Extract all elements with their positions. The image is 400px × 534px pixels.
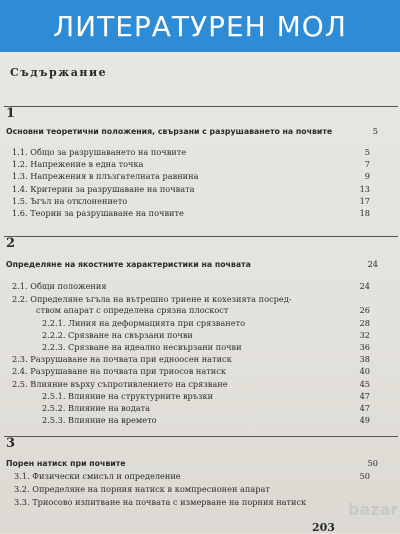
chapter-number: 3 — [6, 436, 16, 451]
chapter-heading-page: 24 — [367, 259, 378, 269]
toc-entry — [0, 184, 400, 195]
toc-entry-title: ством апарат с определена срязна плоскост — [36, 305, 229, 315]
page-number: 203 — [312, 521, 335, 534]
watermark — [348, 500, 398, 533]
toc-entry — [0, 403, 400, 414]
toc-entry — [0, 330, 400, 341]
chapter-number: 1 — [6, 106, 16, 121]
watermark-text: bazar — [348, 500, 399, 519]
toc-entry-page: 5 — [364, 147, 370, 157]
store-banner — [0, 0, 400, 52]
toc-entry — [0, 415, 400, 426]
toc-entry-page: 50 — [359, 471, 370, 481]
toc-entry-page: 26 — [359, 305, 370, 315]
toc-entry-title: 3.2. Определяне на порния натиск в компресионен апарат — [14, 484, 270, 494]
toc-entry — [0, 497, 400, 508]
chapter-divider — [4, 236, 398, 237]
toc-entry-page: 45 — [359, 379, 370, 389]
toc-entry — [0, 171, 400, 182]
toc-entry-page: 32 — [359, 330, 370, 340]
toc-title: Съдържание — [10, 66, 108, 79]
toc-entry-page: 47 — [359, 391, 370, 401]
toc-entry-page: 13 — [359, 184, 370, 194]
chapter-heading-title: Основни теоретични положения, свързани с разрушаването на почвите — [6, 127, 333, 136]
toc-entry-title: 1.6. Теории за разрушаване на почвите — [12, 208, 184, 218]
toc-entry — [0, 471, 400, 482]
toc-entry-page: 17 — [359, 196, 370, 206]
chapter-divider — [4, 106, 398, 107]
toc-entry-title: 1.1. Общо за разрушаването на почвите — [12, 147, 187, 157]
toc-entry-title: 2.5.2. Влияние на водата — [42, 403, 151, 413]
toc-entry-title: 2.5.1. Влияние на структурните връзки — [42, 391, 214, 401]
toc-entry — [0, 294, 400, 305]
chapter-heading — [0, 458, 400, 469]
toc-entry-title: 1.3. Напрежения в плъзгателната равнина — [12, 171, 199, 181]
toc-entry — [0, 484, 400, 495]
toc-entry-title: 1.4. Критерии за разрушаване на почвата — [12, 184, 195, 194]
toc-entry-title: 2.5. Влияние върху съпротивлението на срязване — [12, 379, 228, 389]
toc-entry-title: 2.2.2. Срязване на свързани почви — [42, 330, 193, 340]
toc-entry-title: 3.3. Триосово изпитване на почвата с измерване на порния натиск — [14, 497, 307, 507]
toc-entry-page: 24 — [359, 281, 370, 291]
toc-entry-page: 38 — [359, 354, 370, 364]
toc-entry — [0, 208, 400, 219]
store-name: ЛИТЕРАТУРЕН МОЛ — [53, 9, 347, 43]
toc-entry — [0, 391, 400, 402]
toc-entry — [0, 159, 400, 170]
toc-entry-page: 36 — [359, 342, 370, 352]
chapter-number: 2 — [6, 236, 16, 251]
toc-entry — [0, 366, 400, 377]
toc-entry-page: 7 — [364, 159, 370, 169]
toc-entry-title: 1.5. Ъгъл на отклонението — [12, 196, 128, 206]
chapter-heading-title: Определяне на якостните характеристики на почвата — [6, 260, 251, 269]
toc-entry — [0, 281, 400, 292]
chapter-heading-page: 5 — [372, 126, 378, 136]
toc-entry-title: 2.5.3. Влияние на времето — [42, 415, 157, 425]
toc-entry-page: 49 — [359, 415, 370, 425]
toc-entry-page: 9 — [364, 171, 370, 181]
toc-entry — [0, 305, 400, 316]
chapter-heading — [0, 259, 400, 270]
toc-entry — [0, 379, 400, 390]
toc-entry — [0, 196, 400, 207]
toc-entry — [0, 318, 400, 329]
toc-entry — [0, 147, 400, 158]
toc-entry-page: 47 — [359, 403, 370, 413]
chapter-divider — [4, 436, 398, 437]
toc-entry — [0, 342, 400, 353]
toc-entry-title: 2.4. Разрушаване на почвата при триосов натиск — [12, 366, 226, 376]
toc-entry-title: 2.2.1. Линия на деформацията при срязването — [42, 318, 246, 328]
toc-entry-title: 1.2. Напрежение в една точка — [12, 159, 144, 169]
toc-entry-title: 2.2. Определяне ъгъла на вътрешно триене и кохезията посред- — [12, 294, 292, 304]
toc-entry — [0, 354, 400, 365]
toc-entry-page: 18 — [359, 208, 370, 218]
toc-entry-title: 2.3. Разрушаване на почвата при едноосен натиск — [12, 354, 232, 364]
toc-entry-page: 40 — [359, 366, 370, 376]
chapter-heading-title: Порен натиск при почвите — [6, 459, 126, 468]
chapter-heading — [0, 126, 400, 137]
toc-entry-title: 3.1. Физически смисъл и определение — [14, 471, 181, 481]
toc-entry-title: 2.1. Общи положения — [12, 281, 107, 291]
toc-entry-page: 28 — [359, 318, 370, 328]
chapter-heading-page: 50 — [367, 458, 378, 468]
toc-entry-title: 2.2.3. Срязване на идеално несвързани почви — [42, 342, 242, 352]
